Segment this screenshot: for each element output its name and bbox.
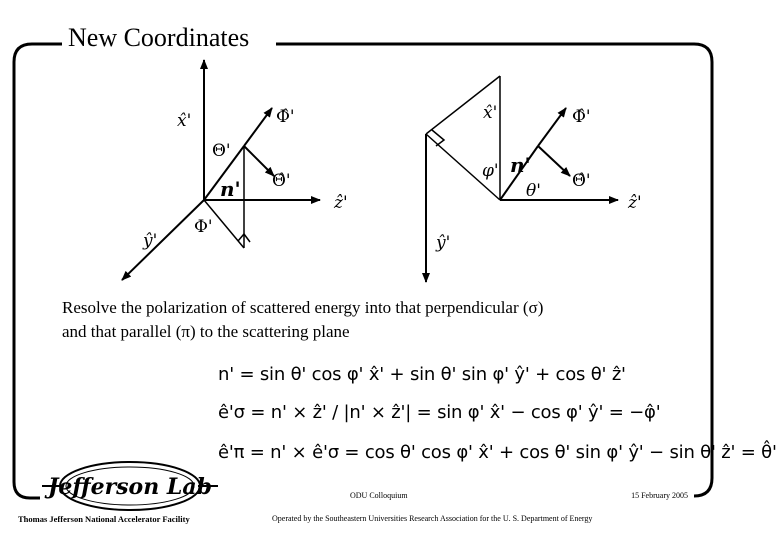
right-y-label: ŷ' [436,233,451,253]
body-text-line-2: and that parallel (π) to the scattering plane [62,322,350,341]
left-y-axis [122,200,204,280]
right-phi-angle-label: φ' [482,161,499,181]
left-phi-angle-label: Φ' [194,217,213,237]
right-x-label: x̂' [483,103,498,123]
slide-body-text [62,296,662,344]
right-right-angle [432,130,444,146]
logo-text: Jefferson Lab [47,474,213,500]
right-theta-vec-label: Θ̂' [572,171,591,191]
footer-institution: Thomas Jefferson National Accelerator Facility [18,514,190,524]
slide-frame [14,44,712,498]
equation-n-vector: n' = sin θ' cos φ' x̂' + sin θ' sin φ' ŷ' + cos θ' ẑ' [218,364,626,385]
footer-operator: Operated by the Southeastern Universities Research Association for the U. S. Department of Energy [272,514,593,523]
right-theta-angle-label: θ' [526,181,541,201]
left-y-label: ŷ' [143,231,158,251]
right-theta-vector [538,146,570,176]
left-theta-vector [244,146,274,176]
left-z-label: ẑ' [334,193,348,213]
slide-title: New Coordinates [62,22,255,54]
jefferson-lab-logo [42,462,218,510]
right-phi-vec-label: Φ̂' [572,107,591,127]
body-text-line-1: Resolve the polarization of scattered energy into that perpendicular (σ) [62,298,544,317]
left-theta-vec-label: Θ̂' [272,171,291,191]
left-n-label: n' [220,177,241,201]
right-z-label: ẑ' [628,193,642,213]
left-x-label: x̂' [177,111,192,131]
equation-sigma-polarization: ê'σ = n' × ẑ' / |n' × ẑ'| = sin φ' x̂' − cos φ' ŷ' = −φ̂' [218,402,661,423]
left-phi-vector [244,108,272,146]
right-phi-vector [538,108,566,146]
left-theta-angle-label: Θ' [212,141,231,161]
footer-event: ODU Colloquium [350,491,408,500]
footer-date: 15 February 2005 [631,491,688,500]
left-phi-vec-label: Φ̂' [276,107,295,127]
equation-pi-polarization: ê'π = n' × ê'σ = cos θ' cos φ' x̂' + cos θ' sin φ' ŷ' − sin θ' ẑ' = θ̂' [218,442,777,463]
right-n-label: n' [510,153,531,177]
